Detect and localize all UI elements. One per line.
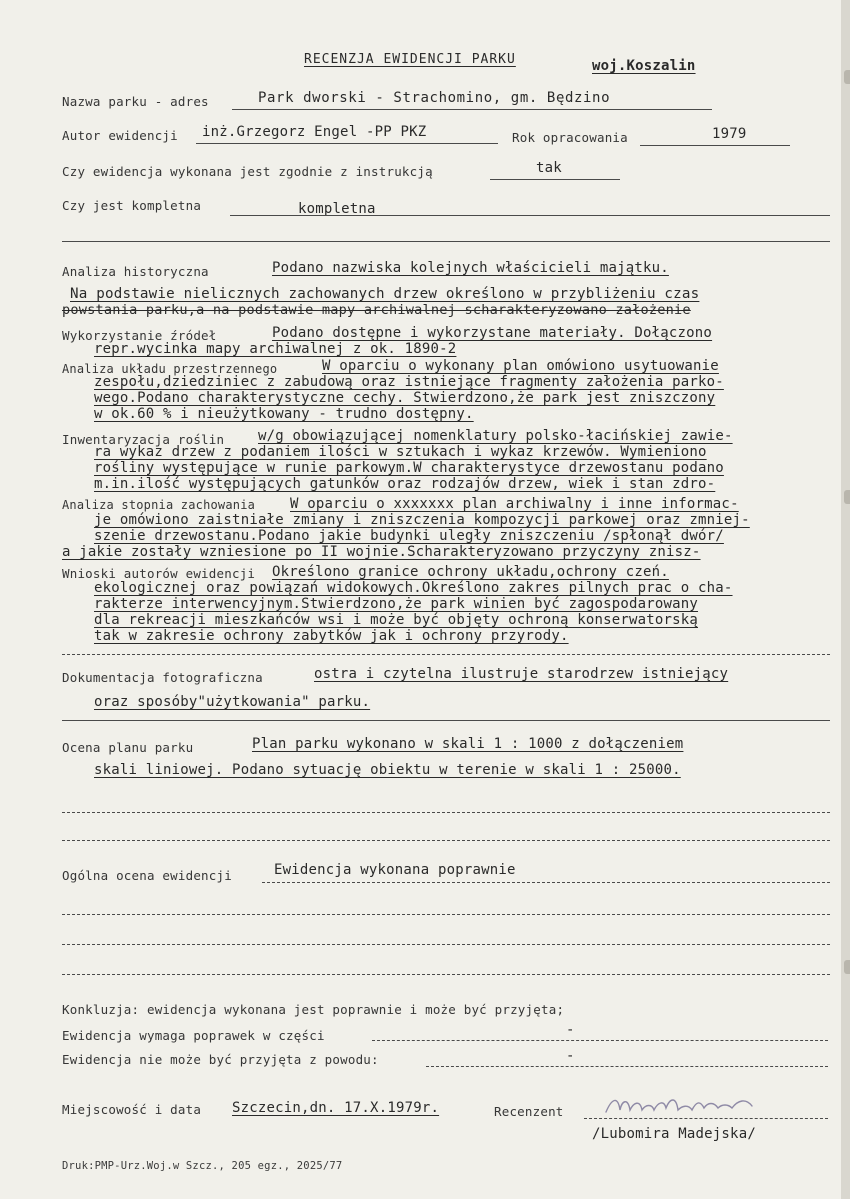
photo-line-1: ostra i czytelna ilustruje starodrzew istniejący <box>314 666 729 682</box>
conclusions-line-5: tak w zakresie ochrony zabytków jak i ochrony przyrody. <box>94 628 569 644</box>
instruction-label: Czy ewidencja wykonana jest zgodnie z instrukcją <box>62 164 433 179</box>
park-name-value: Park dworski - Strachomino, gm. Będzino <box>258 90 611 106</box>
preservation-label: Analiza stopnia zachowania <box>62 498 256 512</box>
punch-hole <box>844 960 850 974</box>
field-underline <box>372 1040 828 1041</box>
historical-line-2: Na podstawie nielicznych zachowanych drzew określono w przybliżeniu czas <box>70 286 700 302</box>
punch-hole <box>844 70 850 84</box>
plan-line-1: Plan parku wykonano w skali 1 : 1000 z dołączeniem <box>252 736 684 752</box>
blank-line <box>62 241 830 242</box>
preservation-line-1: W oparciu o xxxxxxx plan archiwalny i inne informac- <box>290 496 739 512</box>
conclusions-line-4: dla rekreacji mieszkańców wsi i może być objęty ochroną konserwatorską <box>94 612 699 628</box>
plan-line-2: skali liniowej. Podano sytuację obiektu w terenie w skali 1 : 25000. <box>94 762 681 778</box>
place-value: Szczecin,dn. 17.X.1979r. <box>232 1100 440 1116</box>
document-title: RECENZJA EWIDENCJI PARKU <box>304 52 516 67</box>
field-underline <box>426 1066 828 1067</box>
field-underline <box>232 109 712 110</box>
instruction-value: tak <box>536 160 562 176</box>
sources-line-2: repr.wycinka mapy archiwalnej z ok. 1890-2 <box>94 341 457 357</box>
plan-label: Ocena planu parku <box>62 740 194 755</box>
region: woj.Koszalin <box>592 58 696 74</box>
photo-label: Dokumentacja fotograficzna <box>62 670 263 685</box>
historical-line-1: Podano nazwiska kolejnych właścicieli majątku. <box>272 260 669 276</box>
field-underline <box>196 143 498 144</box>
preservation-line-2: je omówiono zaistniałe zmiany i zniszczenia kompozycji parkowej oraz zmniej- <box>94 512 750 528</box>
field-underline <box>490 179 620 180</box>
blank-line <box>62 812 830 813</box>
blank-line <box>62 944 830 945</box>
reviewer-name: /Lubomira Madejska/ <box>592 1126 756 1142</box>
spatial-line-2: zespołu,dziedziniec z zabudową oraz istniejące fragmenty założenia parko- <box>94 374 724 390</box>
blank-line <box>62 974 830 975</box>
conclusion-line-3-value: - <box>566 1048 575 1064</box>
blank-line <box>62 840 830 841</box>
section-divider <box>62 654 830 655</box>
inventory-label: Inwentaryzacja roślin <box>62 432 225 447</box>
conclusion-line-1: Konkluzja: ewidencja wykonana jest poprawnie i może być przyjęta; <box>62 1002 565 1017</box>
inventory-line-1: w/g obowiązującej nomenklatury polsko-łacińskiej zawie- <box>258 428 733 444</box>
overall-label: Ogólna ocena ewidencji <box>62 868 232 883</box>
sources-label: Wykorzystanie źródeł <box>62 328 217 343</box>
field-underline <box>262 882 830 883</box>
complete-value: kompletna <box>298 201 376 217</box>
preservation-line-4: a jakie zostały wzniesione po II wojnie.Scharakteryzowano przyczyny znisz- <box>62 544 701 560</box>
conclusion-line-2: Ewidencja wymaga poprawek w części <box>62 1028 325 1043</box>
sources-line-1: Podano dostępne i wykorzystane materiały. Dołączono <box>272 325 713 341</box>
inventory-line-2: ra wykaz drzew z podaniem ilości w sztukach i wykaz krzewów. Wymieniono <box>94 444 707 460</box>
inventory-line-4: m.in.ilość występujących gatunków oraz rodzajów drzew, wiek i stan zdro- <box>94 476 716 492</box>
conclusions-line-2: ekologicznej oraz powiązań widokowych.Określono zakres pilnych prac o cha- <box>94 580 733 596</box>
print-info: Druk:PMP-Urz.Woj.w Szcz., 205 egz., 2025/77 <box>62 1160 343 1172</box>
conclusions-label: Wnioski autorów ewidencji <box>62 566 256 581</box>
author-label: Autor ewidencji <box>62 128 178 143</box>
reviewer-label: Recenzent <box>494 1104 564 1119</box>
spatial-line-4: w ok.60 % i nieużytkowany - trudno dostępny. <box>94 406 474 422</box>
park-name-label: Nazwa parku - adres <box>62 94 209 109</box>
field-underline <box>640 145 790 146</box>
conclusion-line-2-value: - <box>566 1022 575 1038</box>
year-label: Rok opracowania <box>512 130 628 145</box>
preservation-line-3: szenie drzewostanu.Podano jakie budynki uległy zniszczeniu /spłonął dwór/ <box>94 528 724 544</box>
historical-line-3: powstania parku,a na podstawie mapy archiwalnej scharakteryzowano założenie <box>62 302 691 318</box>
conclusions-line-1: Określono granice ochrony układu,ochrony czeń. <box>272 564 669 580</box>
spatial-line-1: W oparciu o wykonany plan omówiono usytuowanie <box>322 358 719 374</box>
author-value: inż.Grzegorz Engel -PP PKZ <box>202 124 427 140</box>
complete-label: Czy jest kompletna <box>62 198 202 213</box>
spatial-label: Analiza układu przestrzennego <box>62 362 278 376</box>
conclusion-line-3: Ewidencja nie może być przyjęta z powodu: <box>62 1052 379 1067</box>
section-divider <box>62 720 830 721</box>
field-underline <box>230 215 830 216</box>
year-value: 1979 <box>712 126 747 142</box>
photo-line-2: oraz sposóby"użytkowania" parku. <box>94 694 371 710</box>
punch-hole <box>844 490 850 504</box>
spatial-line-3: wego.Podano charakterystyczne cechy. Stwierdzono,że park jest zniszczony <box>94 390 716 406</box>
inventory-line-3: rośliny występujące w runie parkowym.W charakterystyce drzewostanu podano <box>94 460 724 476</box>
place-label: Miejscowość i data <box>62 1102 202 1117</box>
conclusions-line-3: rakterze interwencyjnym.Stwierdzono,że park winien być zagospodarowany <box>94 596 699 612</box>
overall-value: Ewidencja wykonana poprawnie <box>274 862 516 878</box>
reviewer-signature <box>600 1088 780 1122</box>
blank-line <box>62 914 830 915</box>
binder-edge <box>841 0 850 1199</box>
historical-label: Analiza historyczna <box>62 264 209 279</box>
